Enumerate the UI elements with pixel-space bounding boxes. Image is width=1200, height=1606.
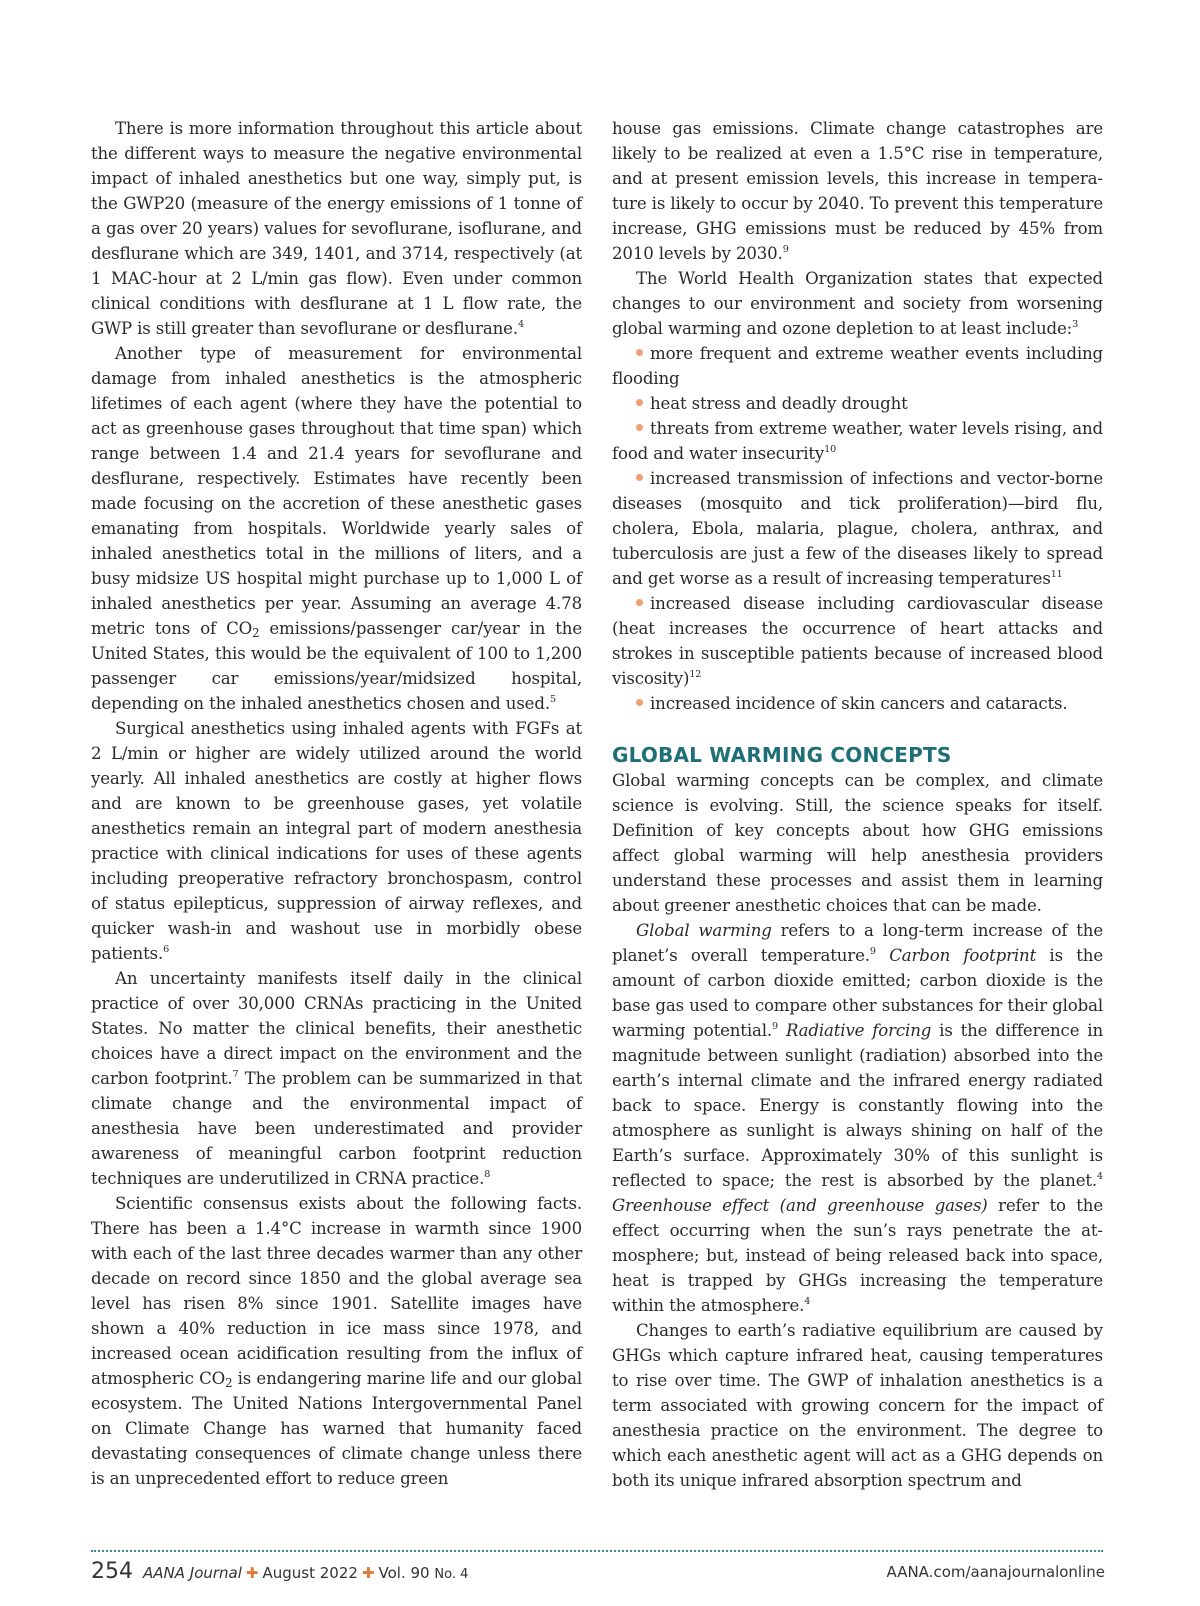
footer-divider bbox=[91, 1550, 1103, 1552]
reference-superscript: 4 bbox=[804, 1295, 811, 1307]
paragraph-text: The World Health Organization states that expected changes to our environment and society from worsening global warming and ozone depletion to at least include: bbox=[612, 269, 1103, 338]
list-item-text: heat stress and deadly drought bbox=[650, 394, 908, 413]
paragraph-atmospheric-lifetimes bbox=[91, 341, 582, 716]
bullet-icon bbox=[636, 399, 643, 406]
bullet-icon bbox=[636, 424, 643, 431]
list-item-text: more frequent and extreme weather events including flooding bbox=[612, 344, 1103, 388]
list-item bbox=[612, 691, 1103, 716]
paragraph-text: house gas emissions. Climate change catastrophes are likely to be realized at even a 1.5°C rise in temperature, and at present emission levels, this increase in temperature is likely to occur by 2040. To prevent this temperature increase, GHG emissions must be reduced by 45% from 2010 levels by 2030. bbox=[612, 119, 1103, 263]
paragraph-text: Changes to earth’s radiative equilibrium are caused by GHGs which capture infrared heat, causing temperatures to rise over time. The GWP of inhalation anesthetics is a term associated with growing concern for the impact of anesthesia practice on the environment. The degree to which each anesthetic agent will act as a GHG depends on both its unique infrared absorption spectrum and bbox=[612, 1321, 1103, 1490]
reference-superscript: 4 bbox=[1097, 1170, 1103, 1182]
list-item bbox=[612, 591, 1103, 691]
reference-superscript: 11 bbox=[1050, 568, 1063, 580]
paragraph-ghg-emissions bbox=[612, 116, 1103, 266]
journal-name: AANA Journal bbox=[143, 1564, 242, 1582]
page-number: 254 bbox=[91, 1559, 133, 1584]
paragraph-text: refer to the effect occurring when the sun’s rays penetrate the atmosphere; but, instead of being released back into space, heat is trapped by GHGs increasing the temperature within the atmosphere. bbox=[612, 1196, 1103, 1315]
reference-superscript: 9 bbox=[869, 945, 876, 957]
paragraph-who-statement bbox=[612, 266, 1103, 341]
right-column bbox=[612, 116, 1103, 1493]
footer-citation bbox=[91, 1560, 468, 1587]
paragraph-surgical-anesthetics bbox=[91, 716, 582, 966]
reference-superscript: 9 bbox=[782, 243, 789, 255]
reference-superscript: 4 bbox=[517, 318, 524, 330]
paragraph-text: refers to a long-term increase of the planet’s overall temperature. bbox=[612, 921, 1103, 965]
subscript: 2 bbox=[225, 1375, 233, 1390]
plus-icon: ✚ bbox=[245, 1564, 259, 1582]
paragraph-scientific-consensus bbox=[91, 1191, 582, 1491]
paragraph-concepts-intro bbox=[612, 768, 1103, 918]
bullet-icon bbox=[636, 474, 643, 481]
reference-superscript: 12 bbox=[689, 668, 702, 680]
list-item-text: increased transmission of infections and vector-borne diseases (mosquito and tick proliferation)—bird flu, cholera, Ebola, malaria, plague, cholera, anthrax, and tuberculosis are just a few of the diseases likely to spread and get worse as a result of increasing temperatures bbox=[612, 469, 1103, 588]
bullet-icon bbox=[636, 599, 643, 606]
list-item bbox=[612, 416, 1103, 466]
list-item bbox=[612, 466, 1103, 591]
reference-superscript: 8 bbox=[484, 1168, 491, 1180]
issue-number: No. 4 bbox=[434, 1567, 469, 1582]
bullet-icon bbox=[636, 349, 643, 356]
paragraph-text: is endangering marine life and our global ecosystem. The United Nations Intergovernmental Panel on Climate Change has warned that humanity faced devastating consequences of climate change unless there is an unprecedented effort to reduce green bbox=[91, 1369, 582, 1488]
paragraph-uncertainty bbox=[91, 966, 582, 1191]
paragraph-text: is the difference in magnitude between sunlight (radiation) absorbed into the earth’s internal climate and the infrared energy radiated back to space. Energy is constantly flowing into the atmosphere as sunlight is always shining on half of the Earth’s surface. Approximately 30% of this sunlight is reflected to space; the rest is absorbed by the planet. bbox=[612, 1021, 1104, 1190]
list-item bbox=[612, 341, 1103, 391]
term-global-warming: Global warming bbox=[636, 921, 772, 940]
paragraph-text: Scientific consensus exists about the following facts. There has been a 1.4°C increase in warmth since 1900 with each of the last three decades warmer than any other decade on record since 1850 and the global average sea level has risen 8% since 1901. Satellite images have shown a 40% reduction in ice mass since 1978, and increased ocean acidification resulting from the influx of atmospheric CO bbox=[91, 1194, 582, 1388]
bullet-icon bbox=[636, 699, 643, 706]
list-item bbox=[612, 391, 1103, 416]
paragraph-text: Another type of measurement for environmental damage from inhaled anesthetics is the atmospheric lifetimes of each agent (where they have the potential to act as greenhouse gases throughout that time span) which range between 1.4 and 21.4 years for sevoflurane and desflurane, respectively. Estimates have recently been made focusing on the accretion of these anesthetic gases emanating from hospitals. Worldwide yearly sales of inhaled anesthetics total in the millions of liters, and a busy midsize US hospital might purchase up to 1,000 L of inhaled anesthetics per year. Assuming an average 4.78 metric tons of CO bbox=[91, 344, 582, 638]
paragraph-text: Surgical anesthetics using inhaled agents with FGFs at 2 L/min or higher are widely utilized around the world yearly. All inhaled anesthetics are costly at higher flows and are known to be greenhouse gases, yet volatile anesthetics remain an integral part of modern anesthesia practice with clinical indications for uses of these agents including preoperative refractory bronchospasm, control of status epilepticus, suppression of airway reflexes, and quicker wash-in and washout use in morbidly obese patients. bbox=[91, 719, 582, 963]
paragraph-text: There is more information throughout this article about the different ways to measure the negative environmental impact of inhaled anesthetics but one way, simply put, is the GWP20 (measure of the energy emissions of 1 tonne of a gas over 20 years) values for sevoflurane, isoflurane, and desflurane which are 349, 1401, and 3714, respectively (at 1 MAC-hour at 2 L/min gas flow). Even under common clinical conditions with desflurane at 1 L flow rate, the GWP is still greater than sevoflurane or desflurane. bbox=[91, 119, 582, 338]
plus-icon: ✚ bbox=[361, 1564, 375, 1582]
section-heading: GLOBAL WARMING CONCEPTS bbox=[612, 743, 952, 767]
paragraph-gwp20 bbox=[91, 116, 582, 341]
effects-bullet-list bbox=[612, 341, 1103, 716]
list-item-text: increased incidence of skin cancers and cataracts. bbox=[650, 694, 1068, 713]
paragraph-text: emissions/passenger car/year in the United States, this would be the equivalent of 100 to 1,200 passenger car emissions/year/midsized hospital, depending on the inhaled anesthetics chosen and used. bbox=[91, 619, 582, 713]
list-item-text: threats from extreme weather, water levels rising, and food and water insecurity bbox=[612, 419, 1103, 463]
paragraph-text: The problem can be summarized in that climate change and the environmental impact of anesthesia have been underestimated and provider awareness of meaningful carbon footprint reduction techniques are underutilized in CRNA practice. bbox=[91, 1069, 582, 1188]
reference-superscript: 3 bbox=[1072, 318, 1079, 330]
term-radiative-forcing: Radiative forcing bbox=[785, 1021, 932, 1040]
term-carbon-footprint: Carbon footprint bbox=[889, 946, 1037, 965]
reference-superscript: 5 bbox=[549, 693, 556, 705]
term-greenhouse-effect: Greenhouse effect (and greenhouse gases) bbox=[612, 1196, 988, 1215]
paragraph-definitions bbox=[612, 918, 1103, 1318]
footer-url[interactable]: AANA.com/aanajournalonline bbox=[886, 1563, 1105, 1581]
volume: Vol. 90 bbox=[378, 1564, 430, 1582]
reference-superscript: 10 bbox=[824, 443, 837, 455]
issue-date: August 2022 bbox=[262, 1564, 358, 1582]
paragraph-text: is the amount of carbon dioxide emitted; carbon dioxide is the base gas used to compare other substances for their global warming potential. bbox=[612, 946, 1103, 1040]
paragraph-text: Global warming concepts can be complex, and climate science is evolving. Still, the science speaks for itself. Definition of key concepts about how GHG emissions affect global warming will help anesthesia providers understand these processes and assist them in learning about greener anesthetic choices that can be made. bbox=[612, 771, 1103, 915]
paragraph-radiative-equilibrium bbox=[612, 1318, 1103, 1493]
reference-superscript: 6 bbox=[163, 943, 170, 955]
left-column bbox=[91, 116, 582, 1491]
subscript: 2 bbox=[252, 625, 260, 640]
list-item-text: increased disease including cardiovascular disease (heat increases the occurrence of heart attacks and strokes in susceptible patients because of increased blood viscosity) bbox=[612, 594, 1103, 688]
paragraph-text: An uncertainty manifests itself daily in the clinical practice of over 30,000 CRNAs practicing in the United States. No matter the clinical benefits, their anesthetic choices have a direct impact on the environment and the carbon footprint. bbox=[91, 969, 582, 1088]
reference-superscript: 7 bbox=[232, 1068, 239, 1080]
reference-superscript: 9 bbox=[772, 1020, 778, 1032]
